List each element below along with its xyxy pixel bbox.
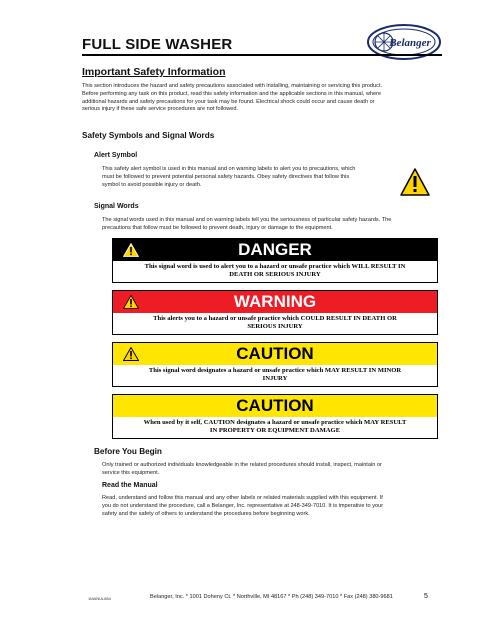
- alert-line: must be followed to prevent potential personal safety hazards. Obey safety directives that follow this: [102, 173, 350, 180]
- intro-paragraph: [82, 83, 382, 114]
- warning-banner: [113, 291, 437, 313]
- manual-line: safety and the safety of others to understand the procedures before beginning work.: [102, 510, 310, 517]
- danger-text-line: DEATH OR SERIOUS INJURY: [229, 271, 321, 278]
- svg-text:Belanger: Belanger: [389, 37, 431, 49]
- warning-text: [113, 313, 437, 334]
- warning-text-line: SERIOUS INJURY: [247, 323, 303, 330]
- caution-property-banner: [113, 395, 437, 417]
- danger-word: DANGER: [238, 240, 312, 259]
- caution-text: [113, 365, 437, 386]
- before-line: service this equipment.: [102, 469, 160, 476]
- danger-text-line: This signal word is used to alert you to a hazard or unsafe practice which WILL RESULT IN: [144, 263, 406, 270]
- caution-word: CAUTION: [236, 344, 314, 363]
- signal-line: precautions that follow must be followed to prevent death, injury or damage to the equipment.: [102, 224, 333, 231]
- caution-signal-box: [112, 342, 438, 387]
- header-rule: [82, 54, 442, 56]
- warning-word: WARNING: [233, 292, 317, 311]
- manual-heading: Read the Manual: [102, 482, 158, 489]
- danger-banner: [113, 239, 437, 261]
- before-line: Only trained or authorized individuals knowledgeable in the related procedures should install, inspect, maintain or: [102, 462, 382, 468]
- danger-signal-box: [112, 238, 438, 283]
- before-heading: Before You Begin: [94, 447, 162, 456]
- symbols-heading: Safety Symbols and Signal Words: [82, 131, 215, 140]
- alert-triangle-icon: [123, 243, 139, 257]
- caution-text-line: INJURY: [262, 375, 288, 382]
- signal-words-heading: Signal Words: [94, 203, 139, 210]
- alert-triangle-icon: [123, 295, 139, 309]
- section-heading: Important Safety Information: [82, 66, 226, 78]
- caution-banner: [113, 343, 437, 365]
- manual-line: you do not understand the procedure, call a Belanger, Inc. representative at 248-349-7010. It is imperative to your: [102, 502, 384, 509]
- safety-alert-icon: [400, 168, 430, 196]
- before-paragraph: [102, 462, 382, 478]
- intro-line: serious injury if these safe service procedures are not followed.: [82, 106, 239, 113]
- danger-text: [113, 261, 437, 282]
- alert-paragraph: [102, 166, 355, 189]
- manual-paragraph: [102, 495, 383, 518]
- page-number: 5: [424, 593, 428, 600]
- caution-property-text: [113, 417, 437, 438]
- caution-property-text-line: When used by it self, CAUTION designates a hazard or unsafe practice which MAY RESULT: [143, 419, 407, 426]
- document-code: 1MANUL854: [88, 596, 111, 601]
- warning-text-line: This alerts you to a hazard or unsafe practice which COULD RESULT IN DEATH OR: [153, 315, 397, 322]
- warning-signal-box: [112, 290, 438, 335]
- alert-line: This safety alert symbol is used in this manual and on warning labels to alert you to precautions, which: [102, 166, 356, 172]
- signal-paragraph: [102, 217, 391, 233]
- page-title: FULL SIDE WASHER: [82, 36, 233, 53]
- manual-line: Read, understand and follow this manual and any other labels or related materials supplied with this equipment. If: [102, 495, 383, 501]
- alert-heading: Alert Symbol: [94, 152, 138, 159]
- intro-line: Before performing any task on this product, read this safety information and the applicable sections in this manual, where: [82, 90, 382, 97]
- caution-property-word: CAUTION: [236, 396, 314, 415]
- caution-text-line: This signal word designates a hazard or unsafe practice which MAY RESULT IN MINOR: [148, 367, 402, 374]
- caution-property-text-line: IN PROPERTY OR EQUIPMENT DAMAGE: [209, 427, 341, 434]
- caution-property-signal-box: [112, 394, 438, 439]
- intro-line: This section introduces the hazard and safety precautions associated with installing, maintaining or servicing this product.: [82, 83, 383, 89]
- alert-line: symbol to avoid possible injury or death.: [102, 181, 202, 188]
- belanger-logo: [366, 22, 442, 62]
- alert-triangle-icon: [123, 347, 139, 361]
- intro-line: additional hazards and safety precautions for your task may be found. Electrical shock could occur and cause death or: [82, 98, 375, 105]
- signal-line: The signal words used in this manual and on warning labels tell you the seriousness of particular safety hazards. The: [102, 217, 392, 223]
- footer-address: Belanger, Inc. * 1001 Doheny Ct. * Northville, MI 48167 * Ph (248) 349-7010 * Fax (248) 380-9681: [150, 594, 393, 600]
